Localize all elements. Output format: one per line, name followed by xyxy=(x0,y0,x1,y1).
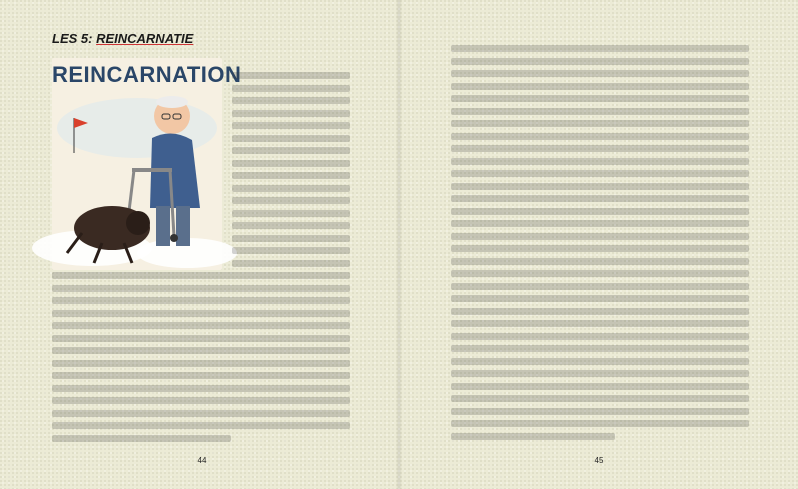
chapter-title xyxy=(52,31,193,46)
right-page xyxy=(399,0,798,489)
chapter-title-prefix: LES 5: xyxy=(52,31,97,46)
reincarnation-illustration xyxy=(52,58,242,270)
text-placeholder-column-narrow xyxy=(232,72,350,272)
text-placeholder-column-wide xyxy=(52,272,350,447)
page-number: 45 xyxy=(594,456,604,465)
illustration-banner: REINCARNATION xyxy=(52,62,242,87)
text-placeholder-block xyxy=(451,45,749,445)
page-number: 44 xyxy=(197,456,207,465)
illustration-artwork xyxy=(52,58,242,270)
chapter-title-main: REINCARNATIE xyxy=(96,31,194,46)
